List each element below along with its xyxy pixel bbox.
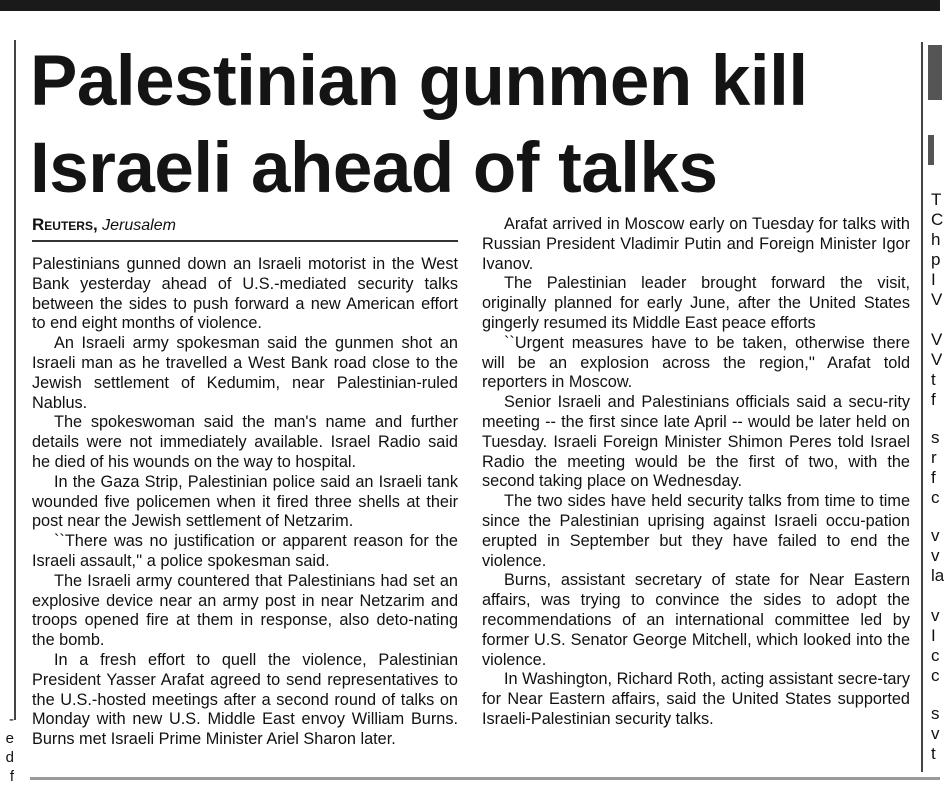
right-margin-fragment: f — [931, 468, 936, 487]
right-margin-fragment: t — [931, 744, 936, 763]
article-paragraph: In Washington, Richard Roth, acting assistant secre-tary for Near Eastern affairs, said the United States supported Israeli-Palestinian security talks. — [482, 670, 910, 728]
left-margin-fragment: f — [9, 768, 14, 785]
right-margin-fragment: V — [931, 350, 943, 369]
article-paragraph: An Israeli army spokesman said the gunmen shot an Israeli man as he travelled a West Bank road close to the Jewish settlement of Kedumim, near Palestinian-ruled Nablus. — [32, 334, 458, 412]
right-margin-fragment: h — [931, 230, 941, 249]
article-column-left — [32, 255, 458, 750]
left-column-rule — [14, 40, 16, 720]
right-margin-fragment: I — [931, 270, 936, 289]
right-margin-fragment: v — [931, 606, 940, 625]
article-paragraph: Senior Israeli and Palestinians officials said a secu-rity meeting -- the first since late April -- would be later held on Tuesday. Israeli Foreign Minister Shimon Peres told Israel Radio the meeting would be the first of two, with the second taking place on Wednesday. — [482, 393, 910, 491]
article-paragraph: In a fresh effort to quell the violence, Palestinian President Yasser Arafat agreed to send representatives to the U.S.-hosted meetings after a second round of talks on Monday with new U.S. Middle East envoy William Burns. Burns met Israeli Prime Minister Ariel Sharon later. — [32, 650, 458, 749]
left-margin-fragment: - — [9, 711, 14, 728]
article-column-right — [482, 215, 910, 730]
byline — [32, 215, 458, 242]
right-margin-fragment: p — [931, 250, 941, 269]
page-top-bar — [0, 0, 940, 11]
article-paragraph: ``Urgent measures have to be taken, otherwise there will be an explosion across the region,'' Arafat told reporters in Moscow. — [482, 333, 910, 392]
page-bottom-rule — [30, 777, 940, 780]
article-paragraph: The spokeswoman said the man's name and further details were not immediately available. Israel Radio said he died of his wounds on the way to hospital. — [32, 413, 458, 471]
right-margin-fragment: r — [931, 448, 937, 467]
right-margin-fragment: la — [931, 566, 944, 585]
article-paragraph: Burns, assistant secretary of state for Near Eastern affairs, was trying to convince the sides to adopt the recommendations of an international committee led by former U.S. Senator George Mitchell, which looked into the violence. — [482, 571, 910, 669]
article-paragraph: The Palestinian leader brought forward the visit, originally planned for early June, after the United States gingerly resumed its Middle East peace efforts — [482, 274, 910, 332]
right-margin-fragment: t — [931, 370, 936, 389]
right-margin-fragment: v — [931, 546, 940, 565]
right-margin-fragment: s — [931, 428, 940, 447]
article-headline: Palestinian gunmen kill Israeli ahead of talks — [30, 42, 808, 208]
right-margin-fragment: V — [931, 290, 943, 309]
right-margin-fragment: c — [931, 646, 940, 665]
right-margin-fragment: v — [931, 724, 940, 743]
right-margin-fragment: I — [931, 626, 936, 645]
byline-city: Jerusalem — [102, 217, 176, 234]
right-margin-headline-fragment — [928, 135, 934, 165]
left-margin-fragment: d — [5, 749, 14, 766]
right-margin-fragment: s — [931, 704, 940, 723]
right-margin-fragment: f — [931, 390, 936, 409]
right-column-rule — [921, 42, 923, 772]
article-paragraph: ``There was no justification or apparent reason for the Israeli assault,'' a police spokesman said. — [32, 532, 458, 570]
article-paragraph: In the Gaza Strip, Palestinian police said an Israeli tank wounded five policemen when it fired three shells at their post near the Jewish settlement of Netzarim. — [32, 472, 458, 531]
article-paragraph: The two sides have held security talks from time to time since the Palestinian uprising against Israeli occu-pation erupted in September but they have failed to end the violence. — [482, 492, 910, 570]
left-margin-fragment: e — [5, 730, 14, 747]
article-paragraph: Arafat arrived in Moscow early on Tuesday for talks with Russian President Vladimir Putin and Foreign Minister Igor Ivanov. — [482, 215, 910, 273]
right-margin-headline-fragment — [928, 45, 942, 100]
right-margin-fragment: C — [931, 210, 944, 229]
right-margin-fragment: c — [931, 666, 940, 685]
byline-agency: Reuters, — [32, 215, 98, 234]
article-paragraph: The Israeli army countered that Palestinians had set an explosive device near an army post in near Netzarim and troops opened fire at them in response, also deto-nating the bomb. — [32, 571, 458, 650]
right-margin-fragment: c — [931, 488, 940, 507]
right-margin-fragment: T — [931, 190, 942, 209]
article-paragraph: Palestinians gunned down an Israeli motorist in the West Bank yesterday ahead of U.S.-mediated security talks between the sides to push forward a new American effort to end eight months of violence. — [32, 255, 458, 333]
right-margin-fragment: v — [931, 526, 940, 545]
right-margin-fragment: V — [931, 330, 943, 349]
